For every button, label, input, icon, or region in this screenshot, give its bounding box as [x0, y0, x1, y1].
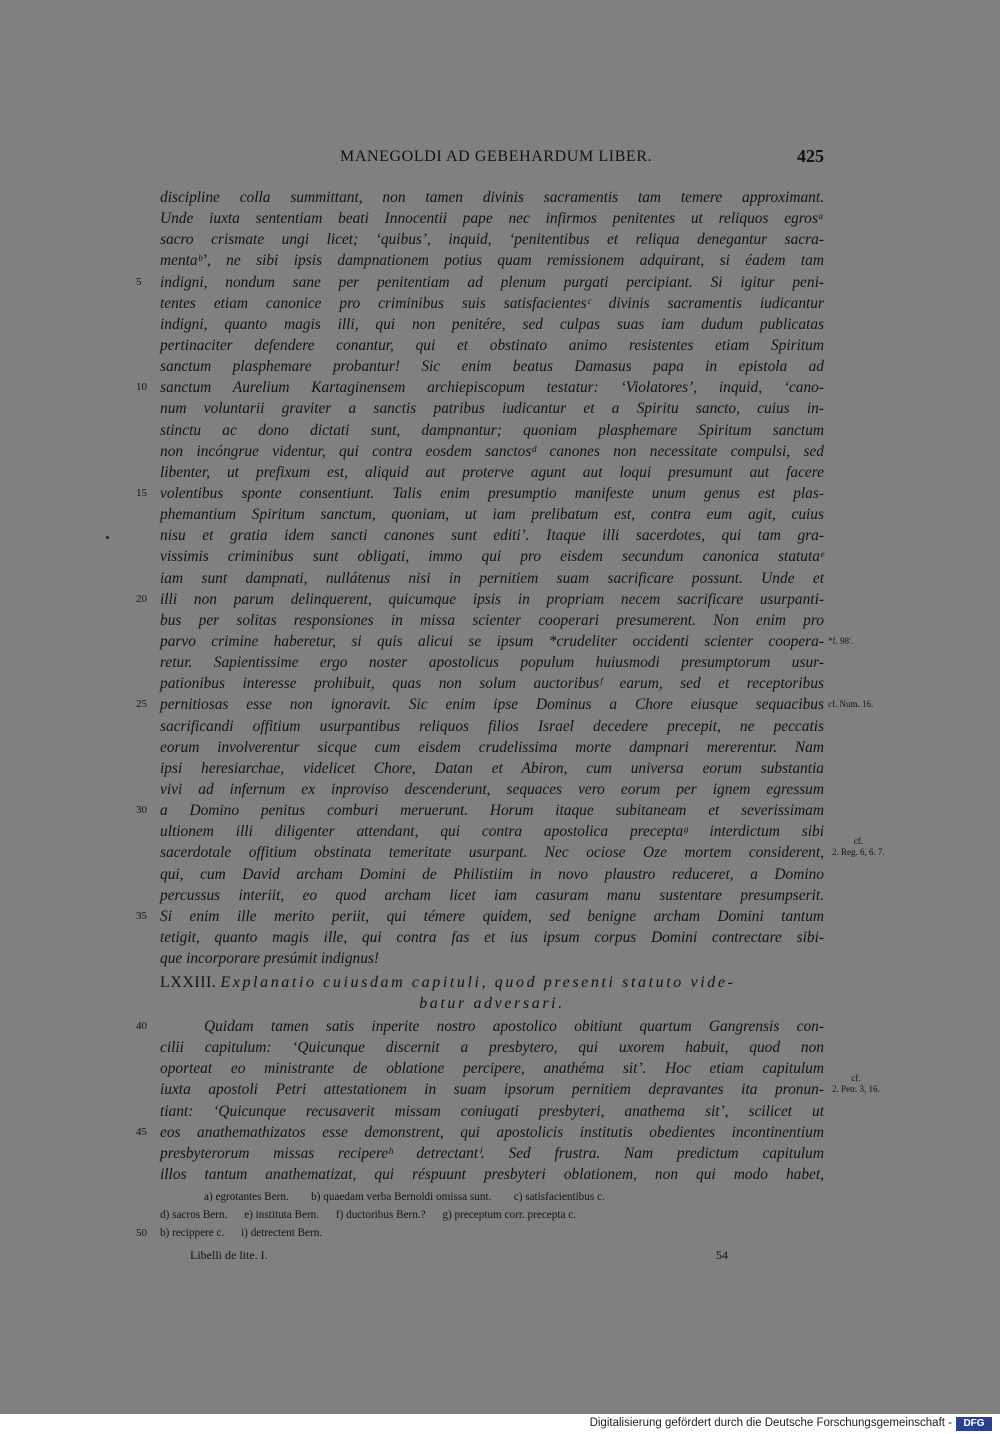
line-text: non incóngrue videntur, qui contra eosdem sanctosᵈ canones non necessitate compulsi, sed — [160, 442, 824, 460]
text-line — [160, 779, 824, 800]
text-line — [136, 1122, 824, 1143]
margin-note: cf. Num. 16. — [828, 699, 874, 710]
chapter-number: LXXIII. — [160, 974, 217, 991]
margin-cf: cf. — [851, 1073, 861, 1084]
footnote-text: a) egrotantes Bern. b) quaedam verba Bernoldi omissa sunt. c) satisfacientibus c. — [204, 1191, 605, 1203]
text-line — [136, 1016, 824, 1037]
line-text: mentaᵇ’, ne sibi ipsis dampnationem potius quam remissionem adquirant, si éadem tam — [160, 252, 824, 270]
line-number: 10 — [136, 381, 147, 394]
text-line — [160, 673, 824, 694]
line-text: libenter, ut prefixum est, aliquid aut proterve agunt aut loqui presumunt aut facere — [160, 463, 824, 481]
line-number: 40 — [136, 1020, 147, 1032]
line-text: illi non parum delinquerent, quicumque ipsis in propriam necem sacrificare usurpanti- — [160, 590, 824, 608]
line-text: iuxta apostoli Petri attestationem in suam ipsorum pernitiem depravantes ita pronun- — [160, 1081, 824, 1099]
line-text: pernitiosas esse non ignoravit. Sic enim ipse Dominus a Chore eiusque sequacibus — [160, 696, 824, 714]
line-text: pertinaciter defendere conantur, qui et obstinato animo resistentes etiam Spiritum — [160, 336, 824, 354]
line-number: 20 — [136, 592, 147, 605]
margin-note: *f. 98ʹ. — [828, 635, 854, 646]
line-text: a Domino penitus comburi meruerunt. Horum itaque subitaneam et severissimam — [160, 802, 824, 820]
text-line — [160, 229, 824, 250]
text-line — [136, 483, 824, 504]
line-text: volentibus sponte consentiunt. Talis enim presumptio manifeste unum genus est plas- — [160, 484, 824, 502]
margin-citation: 2. Petr. 3, 16. — [832, 1084, 880, 1095]
line-number: 35 — [136, 909, 147, 922]
footnote-line — [160, 1188, 824, 1206]
text-line — [160, 208, 824, 229]
line-text: eorum involverentur sicque cum eisdem crudelissima morte dampnari mererentur. Nam — [160, 738, 824, 756]
line-text: vissimis criminibus sunt obligati, immo qui pro eisdem secundum canonica statutaᵉ — [160, 548, 824, 566]
line-text: retur. Sapientissime ergo noster apostolicus populum huiusmodi presumptorum usur- — [160, 654, 824, 672]
line-text: qui, cum David archam Domini de Philistiim in novo plaustro reduceret, a Domino — [160, 865, 824, 883]
text-line — [136, 694, 874, 715]
text-line — [160, 462, 824, 483]
line-text: parvo crimine haberetur, si quis alicui se ipsum *crudeliter occidenti scienter coopera- — [160, 632, 824, 650]
text-line — [160, 1058, 824, 1079]
text-line — [136, 800, 824, 821]
footnote-line — [136, 1224, 824, 1242]
dfg-credit-bar — [0, 1414, 1000, 1434]
text-line — [136, 589, 824, 610]
footer-series: Libelli de lite. I. — [190, 1248, 268, 1262]
footnote-text: d) sacros Bern. e) instituta Bern. f) ductoribus Bern.? g) preceptum corr. precepta c. — [160, 1209, 576, 1221]
text-line — [160, 821, 824, 842]
running-title: MANEGOLDI AD GEBEHARDUM LIBER. — [340, 148, 653, 165]
text-line — [136, 906, 824, 927]
text-line — [160, 1101, 824, 1122]
text-line — [160, 250, 824, 271]
line-text: Si enim ille merito periit, qui témere quidem, sed benigne archam Domini tantum — [160, 907, 824, 925]
text-line — [160, 631, 854, 652]
line-text: phemantium Spiritum sanctum, quoniam, ut iam prelibatum est, contra eum agit, cuius — [160, 506, 824, 524]
line-text: sacrificandi offitium usurpantibus reliquos filios Israel decedere precepit, ne peccatis — [160, 717, 824, 735]
line-text: ultionem illi diligenter attendant, qui contra apostolica preceptaᵍ interdictum sibi — [160, 823, 824, 841]
line-text: eos anathemathizatos esse demonstrent, qui apostolicis institutis obedientes incontinentium — [160, 1123, 824, 1141]
scan-speck — [106, 536, 109, 539]
chapter-heading — [160, 972, 824, 1014]
text-line — [160, 525, 824, 546]
text-line — [160, 737, 824, 758]
line-number: 45 — [136, 1125, 147, 1138]
text-line — [160, 187, 824, 208]
line-text: tiant: ‘Quicunque recusaverit missam coniugati presbyteri, anathema sit’, scilicet ut — [160, 1102, 824, 1120]
text-line — [160, 1164, 824, 1185]
dfg-logo[interactable]: DFG — [956, 1417, 992, 1431]
text-line — [160, 716, 824, 737]
footnote-line — [160, 1206, 824, 1224]
text-line — [160, 1073, 880, 1100]
line-text: percussus interiit, eo quod archam licet iam casuram manu sustentare presumpserit. — [160, 886, 824, 904]
line-text: Unde iuxta sententiam beati Innocentii pape nec infirmos penitentes ut reliquos egrosᵃ — [160, 210, 824, 228]
chapter-title-line2: batur adversari. — [419, 995, 565, 1012]
text-line — [160, 948, 824, 969]
line-text: sacerdotale offitium obstinata temeritate usurpant. Nec ociose Oze mortem considerent, — [160, 844, 824, 862]
line-text: sanctum plasphemare probantur! Sic enim beatus Damasus papa in epistola ad — [160, 358, 824, 376]
text-line — [160, 610, 824, 631]
line-text: bus per solitas responsiones in missa scienter cooperari presumerent. Non enim pro — [160, 611, 824, 629]
line-text: tentes etiam canonice pro criminibus suis satisfacientesᶜ divinis sacramentis iudicantur — [160, 294, 824, 312]
text-line — [160, 864, 824, 885]
main-text-block — [136, 187, 885, 969]
line-text: oporteat eo ministrante de oblatione percipere, anathéma sit’. Hoc etiam capitulum — [160, 1060, 824, 1078]
margin-reference — [832, 836, 885, 858]
line-text: discipline colla summittant, non tamen divinis sacramentis tam temere approximant. — [160, 189, 824, 206]
footer-signature: 54 — [716, 1248, 728, 1262]
line-number: 15 — [136, 486, 147, 499]
line-number: 30 — [136, 804, 147, 817]
line-text: num voluntarii graviter a sanctis patribus iudicantur et a Spiritu sancto, cuius in- — [160, 400, 824, 418]
line-text: indigni, nondum sane per penitentiam ad plenum purgati percipiant. Si igitur peni- — [160, 273, 824, 291]
line-text: Quidam tamen satis inperite nostro apostolico obitiunt quartum Gangrensis con- — [204, 1018, 824, 1035]
line-text: ipsi heresiarchae, videlicet Chore, Datan et Abiron, cum universa eorum substantia — [160, 759, 824, 777]
running-header — [160, 148, 824, 170]
line-number: 50 — [136, 1227, 147, 1239]
margin-cf: cf. — [853, 836, 863, 847]
line-text: tetigit, quanto magis ille, qui contra fas et ius ipsum corpus Domini contrectare sibi- — [160, 928, 824, 946]
text-line — [160, 652, 824, 673]
text-line — [160, 504, 824, 525]
text-line — [160, 335, 824, 356]
text-line — [160, 546, 824, 567]
line-number: 25 — [136, 698, 147, 711]
line-text: vivi ad infernum ex inproviso descenderunt, sequaces vero eorum per ignem egressum — [160, 780, 824, 798]
text-line — [160, 398, 824, 419]
text-line — [160, 441, 824, 462]
text-line — [160, 885, 824, 906]
margin-reference — [832, 1073, 880, 1095]
text-line — [160, 1143, 824, 1164]
text-line — [160, 568, 824, 589]
line-text: sacro crismate ungi licet; ‘quibus’, inquid, ‘penitentibus et reliqua denegantur sacra- — [160, 231, 824, 249]
line-text: illos tantum anathematizat, qui réspuunt presbyteri oblationem, non qui modo habet, — [160, 1165, 824, 1183]
line-text: iam sunt dampnati, nullátenus nisi in pernitiem suam sacrificare possunt. Unde et — [160, 569, 824, 587]
page-number: 425 — [797, 146, 824, 166]
text-line — [160, 293, 824, 314]
text-line — [160, 1037, 824, 1058]
footnote-text: b) recippere c. i) detrectent Bern. — [160, 1227, 323, 1239]
text-line — [160, 356, 824, 377]
line-number: 5 — [136, 275, 142, 288]
text-line — [136, 272, 824, 293]
text-line — [160, 420, 824, 441]
line-text: que incorporare presúmit indignus! — [160, 950, 380, 968]
line-text: nisu et gratia idem sancti canones sunt editi’. Itaque illi sacerdotes, qui tam gra- — [160, 527, 824, 545]
text-line — [160, 927, 824, 948]
text-line — [160, 314, 824, 335]
line-text: cilii capitulum: ‘Quicunque discernit a presbytero, qui uxorem habuit, quod non — [160, 1039, 824, 1057]
text-line — [160, 758, 824, 779]
page-footer — [160, 1248, 824, 1266]
footnotes — [136, 1188, 824, 1242]
line-text: sanctum Aurelium Kartaginensem archiepiscopum testatur: ‘Violatores’, inquid, ‘cano- — [160, 379, 824, 397]
text-line — [136, 377, 824, 398]
line-text: indigni, quanto magis illi, qui non penitére, sed culpas suas iam dudum publicatas — [160, 315, 824, 333]
line-text: stinctu ac dono dictati sunt, dampnantur; quoniam plasphemare Spiritum sanctum — [160, 421, 824, 439]
chapter-title-line1: Explanatio cuiusdam capituli, quod presenti statuto vide- — [220, 974, 736, 991]
line-text: presbyterorum missas recipereʰ detrectantⁱ. Sed frustra. Nam predictum capitulum — [160, 1144, 824, 1162]
margin-citation: 2. Reg. 6, 6. 7. — [832, 847, 885, 858]
dfg-credit-text: Digitalisierung gefördert durch die Deutsche Forschungsgemeinschaft - — [589, 1417, 952, 1429]
line-text: pationibus interesse prohibuit, quas non solum auctoribusᶠ earum, sed et receptoribus — [160, 675, 824, 693]
chapter-text-block — [136, 1016, 880, 1185]
text-line — [160, 836, 885, 863]
